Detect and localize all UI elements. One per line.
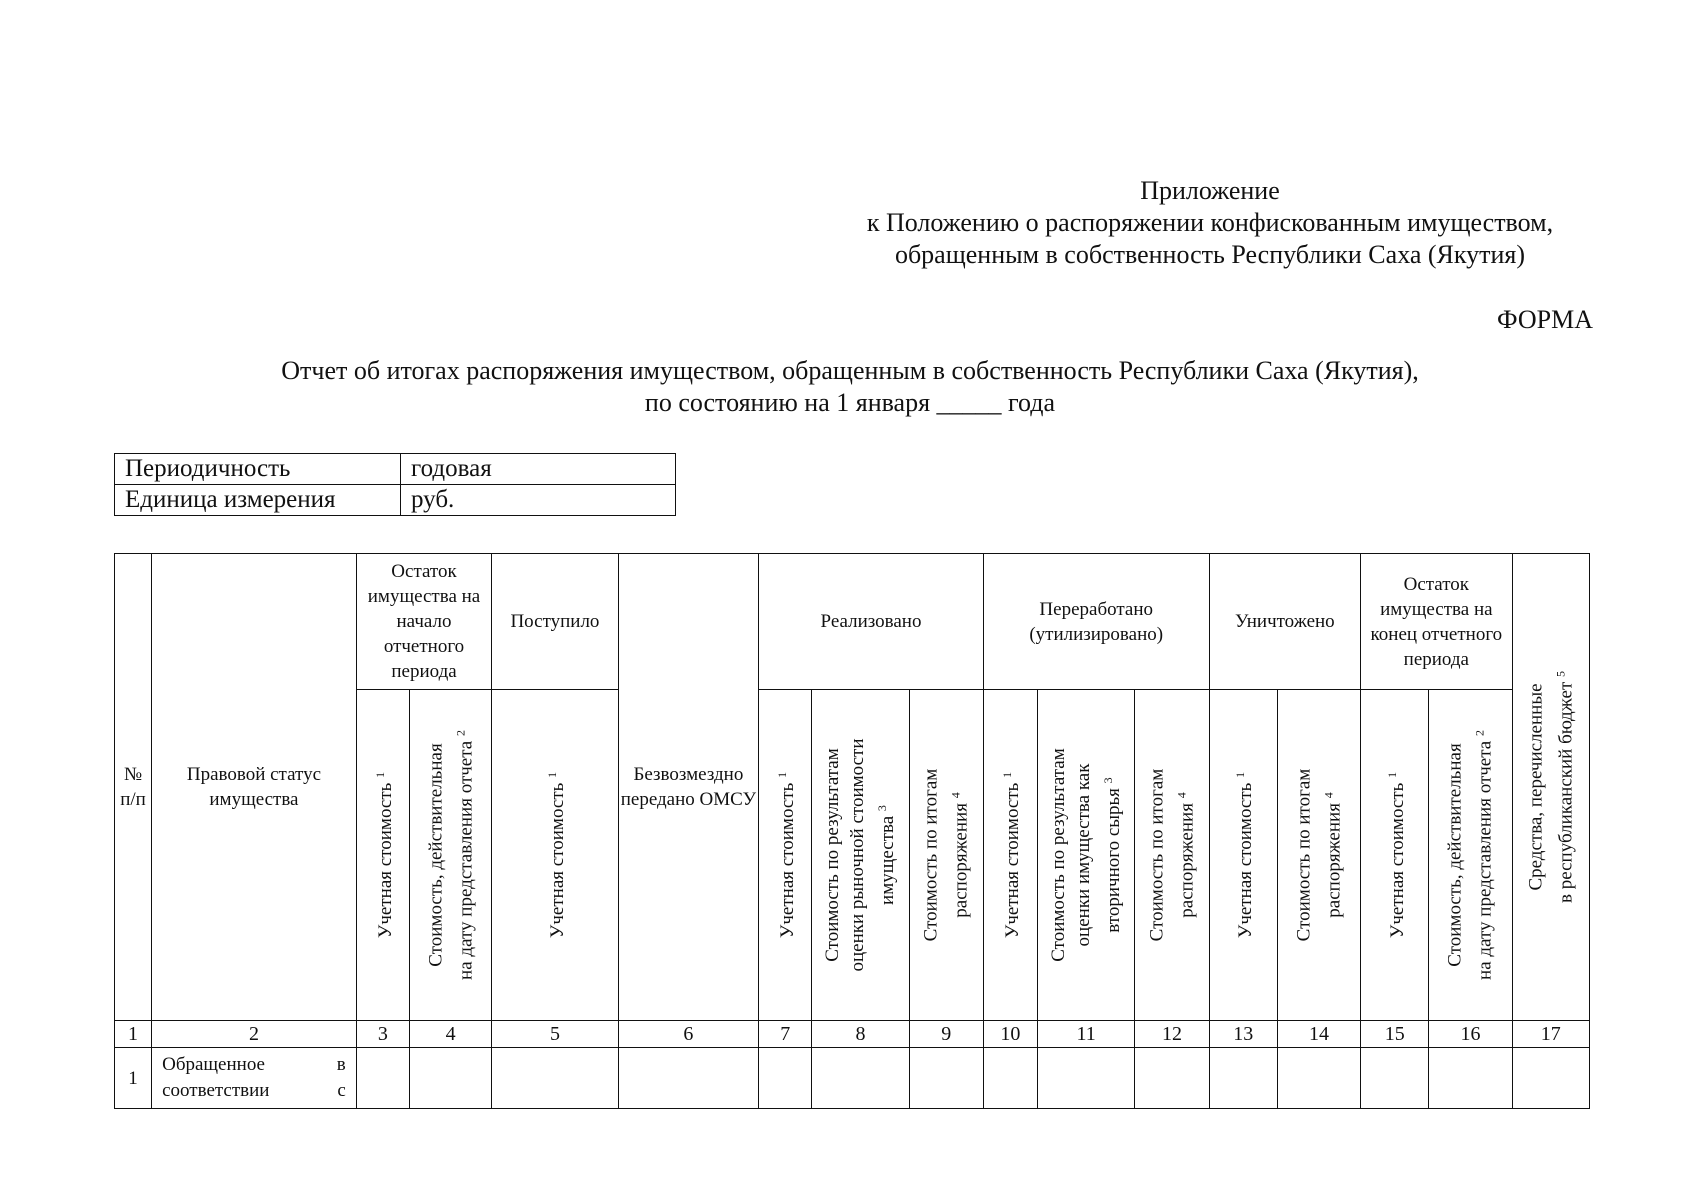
column-number: 11 — [1038, 1021, 1135, 1048]
sub-actual-value — [1429, 690, 1512, 1021]
column-number: 15 — [1361, 1021, 1429, 1048]
appendix-header — [780, 175, 1640, 271]
sub-label: распоряжения — [950, 803, 972, 918]
table-cell — [1361, 1048, 1429, 1109]
table-cell — [492, 1048, 618, 1109]
report-title — [0, 355, 1697, 419]
footnote-mark: 4 — [1321, 792, 1336, 799]
appendix-line-1: Приложение — [1140, 176, 1280, 205]
report-title-line-2: по состоянию на 1 января _____ года — [644, 388, 1056, 417]
sub-book-value — [492, 690, 618, 1021]
info-row-periodicity — [115, 454, 676, 485]
sub-label: вторичного сырья — [1103, 788, 1125, 933]
column-number: 3 — [356, 1021, 409, 1048]
column-number: 12 — [1135, 1021, 1209, 1048]
group-received: Поступило — [492, 554, 618, 690]
sub-disposal-value — [909, 690, 983, 1021]
column-number: 1 — [115, 1021, 152, 1048]
table-row — [115, 1048, 1590, 1109]
sub-label: на дату представления отчета — [1475, 740, 1497, 980]
sub-actual-value — [409, 690, 491, 1021]
info-value: руб. — [401, 485, 676, 516]
table-cell — [1209, 1048, 1277, 1109]
sub-book-value — [356, 690, 409, 1021]
group-sold: Реализовано — [759, 554, 984, 690]
table-cell — [618, 1048, 758, 1109]
footnote-mark: 1 — [775, 771, 790, 778]
group-end-balance: Остаток имущества на конец отчетного периода — [1361, 554, 1513, 690]
column-number: 5 — [492, 1021, 618, 1048]
info-label: Единица измерения — [115, 485, 401, 516]
group-destroyed: Уничтожено — [1209, 554, 1361, 690]
sub-label: распоряжения — [1176, 803, 1198, 918]
info-value: годовая — [401, 454, 676, 485]
footnote-mark: 1 — [1233, 771, 1248, 778]
sub-label: Стоимость, действительная — [1444, 743, 1466, 967]
report-table — [114, 553, 1590, 1109]
sub-label: Учетная стоимость — [1386, 782, 1408, 939]
header-row-groups — [115, 554, 1590, 690]
footnote-mark: 4 — [948, 792, 963, 799]
table-cell — [983, 1048, 1037, 1109]
budget-line-1: Средства, перечисленные — [1525, 683, 1547, 891]
column-number-row — [115, 1021, 1590, 1048]
row-legal-status: Обращенное в соответствии с — [152, 1048, 357, 1109]
col-omsu-header: Безвозмездно передано ОМСУ — [618, 554, 758, 1021]
group-start-balance: Остаток имущества на начало отчетного периода — [356, 554, 491, 690]
column-number: 9 — [909, 1021, 983, 1048]
sub-disposal-value — [1135, 690, 1209, 1021]
footnote-mark: 5 — [1553, 670, 1568, 677]
table-cell — [1429, 1048, 1512, 1109]
sub-book-value — [759, 690, 812, 1021]
footnote-mark: 2 — [452, 730, 467, 737]
column-number: 2 — [152, 1021, 357, 1048]
sub-label: Учетная стоимость — [375, 782, 397, 939]
sub-label: оценки рыночной стоимости — [847, 738, 869, 972]
info-label: Периодичность — [115, 454, 401, 485]
group-processed: Переработано (утилизировано) — [983, 554, 1209, 690]
sub-label: Учетная стоимость — [547, 782, 569, 939]
col-number-header: № п/п — [115, 554, 152, 1021]
table-cell — [409, 1048, 491, 1109]
sub-book-value — [1209, 690, 1277, 1021]
sub-label: распоряжения — [1323, 803, 1345, 918]
sub-disposal-value — [1277, 690, 1360, 1021]
sub-label: Учетная стоимость — [1002, 782, 1024, 939]
footnote-mark: 1 — [1384, 771, 1399, 778]
sub-label: Стоимость по результатам — [1048, 748, 1070, 962]
column-number: 7 — [759, 1021, 812, 1048]
sub-label: оценки имущества как — [1073, 763, 1095, 947]
footnote-mark: 3 — [875, 805, 890, 812]
sub-label: имущества — [877, 815, 899, 905]
sub-label: Стоимость, действительная — [424, 743, 446, 967]
sub-label: Учетная стоимость — [1235, 782, 1257, 939]
appendix-line-3: обращенным в собственность Республики Саха (Якутия) — [894, 240, 1526, 269]
sub-label: Учетная стоимость — [777, 782, 799, 939]
info-table — [114, 453, 676, 516]
table-cell — [1277, 1048, 1360, 1109]
footnote-mark: 1 — [372, 771, 387, 778]
column-number: 13 — [1209, 1021, 1277, 1048]
table-cell — [1512, 1048, 1589, 1109]
footnote-mark: 4 — [1174, 792, 1189, 799]
table-cell — [356, 1048, 409, 1109]
sub-label: Стоимость по результатам — [822, 748, 844, 962]
table-cell — [759, 1048, 812, 1109]
sub-book-value — [1361, 690, 1429, 1021]
report-title-line-1: Отчет об итогах распоряжения имуществом, обращенным в собственность Республики Саха (Якутия), — [281, 356, 1419, 385]
info-row-unit — [115, 485, 676, 516]
table-cell — [909, 1048, 983, 1109]
footnote-mark: 1 — [544, 771, 559, 778]
sub-label: Стоимость по итогам — [920, 768, 942, 942]
appendix-line-2: к Положению о распоряжении конфискованным имуществом, — [866, 208, 1554, 237]
table-cell — [812, 1048, 909, 1109]
column-number: 6 — [618, 1021, 758, 1048]
table-cell — [1038, 1048, 1135, 1109]
footnote-mark: 1 — [1000, 771, 1015, 778]
column-number: 10 — [983, 1021, 1037, 1048]
footnote-mark: 3 — [1101, 777, 1116, 784]
budget-line-2: в республиканский бюджет — [1555, 681, 1577, 904]
col-budget-header — [1512, 554, 1589, 1021]
sub-secondary-raw-value — [1038, 690, 1135, 1021]
column-number: 4 — [409, 1021, 491, 1048]
column-number: 14 — [1277, 1021, 1360, 1048]
form-label: ФОРМА — [1497, 305, 1593, 334]
sub-label: Стоимость по итогам — [1146, 768, 1168, 942]
col-status-header: Правовой статус имущества — [152, 554, 357, 1021]
column-number: 8 — [812, 1021, 909, 1048]
sub-book-value — [983, 690, 1037, 1021]
budget-header-text — [1523, 671, 1578, 903]
row-number: 1 — [115, 1048, 152, 1109]
footnote-mark: 2 — [1472, 730, 1487, 737]
sub-label: Стоимость по итогам — [1293, 768, 1315, 942]
sub-label: на дату представления отчета — [455, 740, 477, 980]
sub-market-value — [812, 690, 909, 1021]
column-number: 17 — [1512, 1021, 1589, 1048]
table-cell — [1135, 1048, 1209, 1109]
column-number: 16 — [1429, 1021, 1512, 1048]
